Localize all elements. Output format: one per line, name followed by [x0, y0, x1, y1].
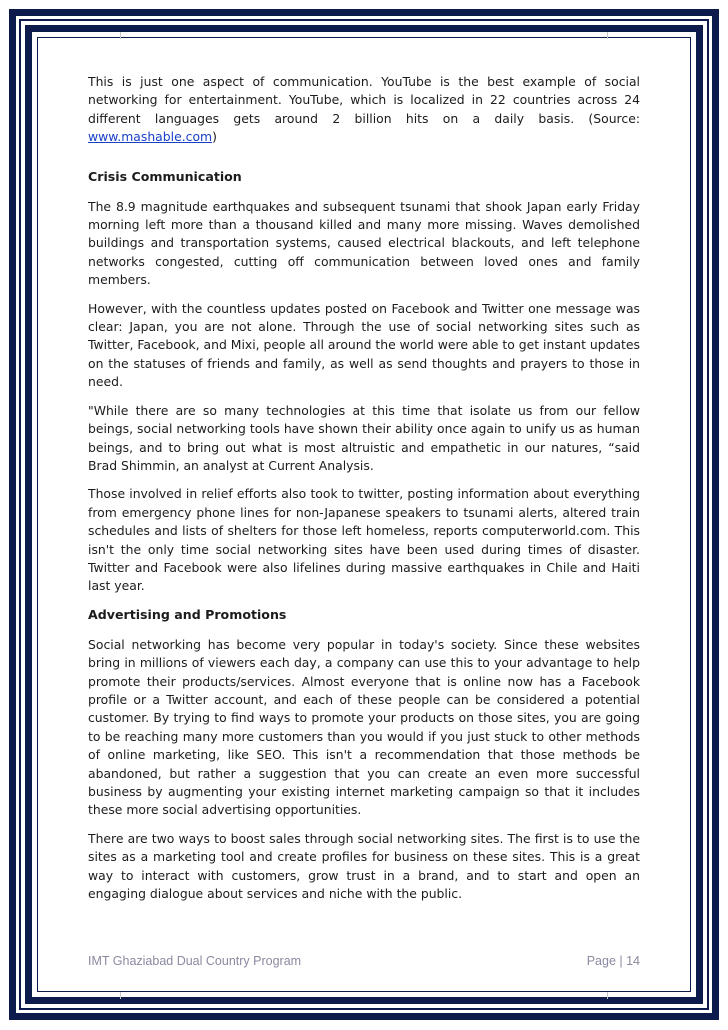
heading-advertising: Advertising and Promotions [88, 606, 287, 622]
paragraph-earthquake: The 8.9 magnitude earthquakes and subsequent tsunami that shook Japan early Friday morning left more than a thousand killed and many more missing. Waves demolished buildings and transportation systems, caused electrical blackouts, and left telephone networks congested, cutting off communication between loved ones and family members. [88, 198, 640, 288]
mashable-link[interactable]: www.mashable.com [88, 129, 213, 145]
page-footer [88, 954, 640, 968]
paragraph-not-alone: However, with the countless updates posted on Facebook and Twitter one message was clear: Japan, you are not alone. Through the use of social networking sites such as Twitter, Facebook, and Mixi, people all around the world were able to get instant updates on the statuses of friends and family, as well as send thoughts and prayers to those in need. [88, 300, 640, 390]
paragraph-social-networking: Social networking has become very popular in today's society. Since these websites bring in millions of viewers each day, a company can use this to your advantage to help promote their products/services. Almost everyone that is online now has a Facebook profile or a Twitter account, and each of these people can be considered a potential customer. By trying to find ways to promote your products on those sites, you are going to be reaching many more customers than you would if you just stuck to other methods of online marketing, like SEO. This isn't a recommendation that those methods be abandoned, but rather a suggestion that you can create an even more successful business by augmenting your existing internet marketing campaign so that it includes these more social advertising opportunities. [88, 636, 640, 818]
footer-program-name: IMT Ghaziabad Dual Country Program [88, 954, 302, 968]
page-content [88, 73, 640, 913]
footer-page-number: Page | 14 [586, 954, 640, 968]
border-tick [120, 992, 121, 999]
paragraph-boost-sales: There are two ways to boost sales through social networking sites. The first is to use the sites as a marketing tool and create profiles for business on these sites. This is a great way to interact with customers, grow trust in a brand, and to start and open an engaging dialogue about services and niche with the public. [88, 830, 640, 902]
border-tick [607, 32, 608, 39]
paragraph-text: This is just one aspect of communication. YouTube is the best example of social networking for entertainment. YouTube, which is localized in 22 countries across 24 different languages gets around 2 billion hits on a daily basis. (Source: [88, 74, 640, 126]
border-tick [120, 32, 121, 39]
heading-crisis-communication: Crisis Communication [88, 168, 242, 184]
border-tick [607, 992, 608, 999]
paragraph-relief: Those involved in relief efforts also took to twitter, posting information about everything from emergency phone lines for non-Japanese speakers to tsunami alerts, altered train schedules and lists of shelters for those left homeless, reports computerworld.com. This isn't the only time social networking sites have been used during times of disaster. Twitter and Facebook were also lifelines during massive earthquakes in Chile and Haiti last year. [88, 486, 640, 594]
paragraph-youtube [88, 73, 640, 147]
paragraph-quote: "While there are so many technologies at this time that isolate us from our fellow beings, social networking tools have shown their ability once again to unify us as human beings, and to bring out what is most altruistic and empathetic in our natures, “said Brad Shimmin, an analyst at Current Analysis. [88, 402, 640, 473]
paragraph-text: ) [212, 129, 217, 145]
